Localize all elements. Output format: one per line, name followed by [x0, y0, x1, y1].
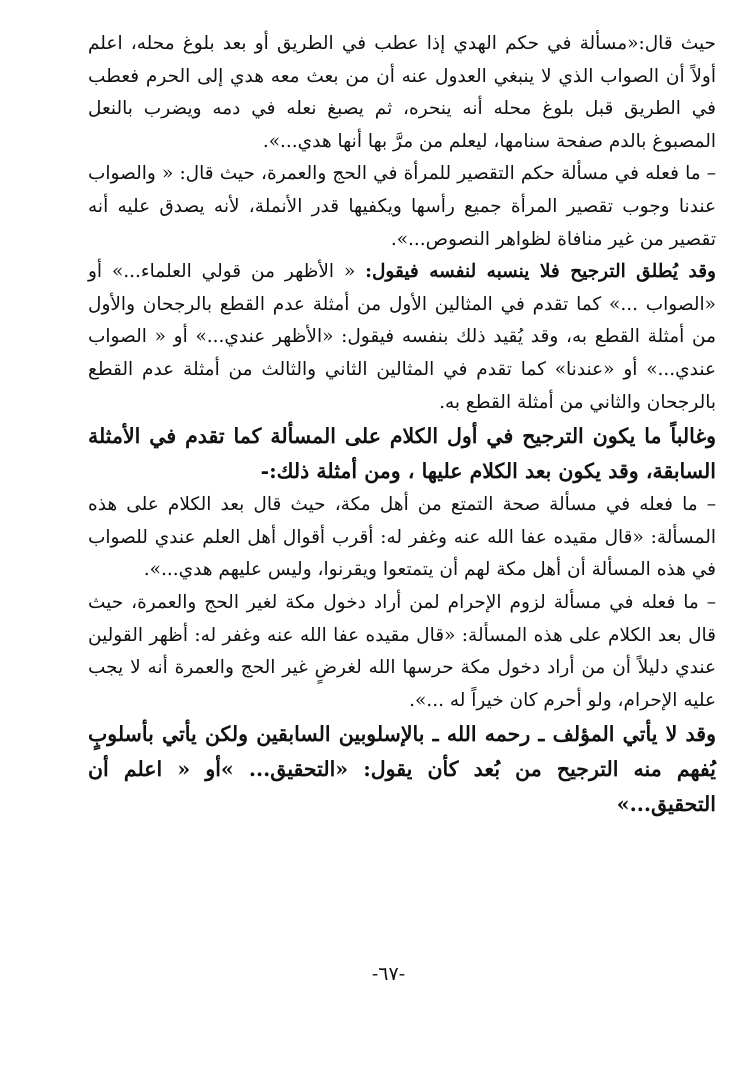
paragraph-tamattu-example	[88, 489, 716, 587]
paragraph-lead: وقد لا يأتي المؤلف ـ رحمه الله ـ بالإسلوبين السابقين ولكن يأتي بأسلوبٍ يُفهم منه الترجيح من بُعد كأن يقول: «التحقيق... »أو « اعلم أن التحقيق...»	[88, 722, 716, 817]
paragraph-lead: وغالباً ما يكون الترجيح في أول الكلام على المسألة كما تقدم في الأمثلة السابقة، وقد يكون بعد الكلام عليها ، ومن أمثلة ذلك:-	[88, 424, 716, 484]
paragraph-text: – ما فعله في مسألة لزوم الإحرام لمن أراد دخول مكة لغير الحج والعمرة، حيث قال بعد الكلام على هذه المسألة: «قال مقيده عفا الله عنه وغفر له: أظهر القولين عندي دليلاً أن من أراد دخول مكة حرسها الله لغرضٍ غير الحج والعمرة أنه لا يجب عليه الإحرام، ولو أحرم كان خيراً له ...».	[88, 591, 716, 711]
paragraph-unattributed-tarjih	[88, 256, 716, 419]
paragraph-text: حيث قال:«مسألة في حكم الهدي إذا عطب في الطريق أو بعد بلوغ محله، اعلم أولاً أن الصواب الذي لا ينبغي العدول عنه أن من بعث معه هدي إلى الحرم فعطب في الطريق قبل بلوغ محله أنه ينحره، ثم يصبغ نعله في دمه ويضرب بالنعل المصبوغ بالدم صفحة سنامها، ليعلم من مرَّ بها أنها هدي...».	[88, 33, 716, 152]
paragraph-lead: وقد يُطلق الترجيح فلا ينسبه لنفسه فيقول:	[365, 261, 716, 283]
paragraph-indirect-tarjih	[88, 717, 716, 822]
page-number: -٦٧-	[371, 963, 406, 985]
paragraph-hady-quote	[88, 28, 716, 158]
paragraph-tarjih-position	[88, 419, 716, 489]
paragraph-taqsir-example	[88, 158, 716, 256]
paragraph-text: – ما فعله في مسألة صحة التمتع من أهل مكة، حيث قال بعد الكلام على هذه المسألة: «قال مقيده عفا الله عنه وغفر له: أقرب أقوال أهل العلم عندي للصواب في هذه المسألة أن أهل مكة لهم أن يتمتعوا ويقرنوا، وليس عليهم هدي...».	[88, 494, 716, 581]
paragraph-text: « الأظهر من قولي العلماء...» أو «الصواب ...» كما تقدم في المثالين الأول من أمثلة عدم القطع بالرجحان والأول من أمثلة القطع به، وقد يُقيد ذلك بنفسه فيقول: «الأظهر عندي...» أو « الصواب عندي...» أو «عندنا» كما تقدم في المثالين الثاني والثالث من أمثلة عدم القطع بالرجحان والثاني من أمثلة القطع به.	[88, 261, 716, 413]
paragraph-text: – ما فعله في مسألة حكم التقصير للمرأة في الحج والعمرة، حيث قال: « والصواب عندنا وجوب تقصير المرأة جميع رأسها ويكفيها قدر الأنملة، لأنه يصدق عليه أنه تقصير من غير منافاة لظواهر النصوص...».	[88, 163, 716, 250]
page-body	[88, 28, 716, 822]
paragraph-ihram-example	[88, 587, 716, 717]
